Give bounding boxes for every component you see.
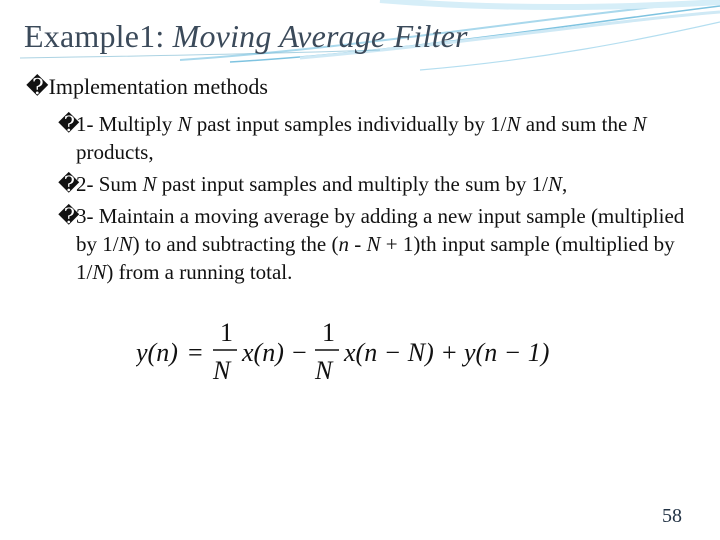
title-plain: Example1: [24,18,173,54]
eq-frac2-num: 1 [322,318,335,347]
eq-lhs: y(n) [136,338,178,367]
method-list [58,110,698,290]
main-bullet [26,74,268,100]
eq-term2: x(n − N) [344,338,434,367]
eq-term3: y(n − 1) [464,338,550,367]
item-text: 1- Multiply [76,112,178,136]
item-var: N [547,172,562,196]
eq-equals: = [188,338,203,367]
item-text: , [561,172,568,196]
eq-plus: + [442,338,457,367]
item-text: ) from a running total. [106,260,293,284]
item-var: n [338,232,349,256]
method-item-3 [58,202,698,286]
item-var: N [366,232,381,256]
item-text: + 1)th input sample (multiplied by 1/ [76,232,675,284]
title-italic: Moving Average Filter [172,18,468,54]
item-var: N [118,232,133,256]
item-var: N [142,172,157,196]
eq-frac2-den: N [315,356,333,385]
bullet-glyph-icon: � [58,204,80,228]
item-text: past input samples individually by 1/ [191,112,507,136]
item-var: N [92,260,107,284]
item-var: N [632,112,647,136]
bullet-glyph-icon: � [26,74,49,99]
item-text: - [348,232,367,256]
main-bullet-text: Implementation methods [48,74,268,99]
item-text: 3- Maintain a moving average by adding a new input sample (multiplied by 1/ [76,204,685,256]
eq-term1: x(n) [242,338,284,367]
item-var: N [177,112,192,136]
bullet-glyph-icon: � [58,172,80,196]
eq-minus: − [292,338,307,367]
item-text: products, [76,140,154,164]
method-item-2 [58,170,698,198]
item-text: and sum the [520,112,633,136]
bullet-glyph-icon: � [58,112,80,136]
item-var: N [506,112,521,136]
item-text: 2- Sum [76,172,143,196]
item-text: ) to and subtracting the ( [132,232,339,256]
method-item-1 [58,110,698,166]
eq-frac1-num: 1 [220,318,233,347]
slide-title [24,18,468,55]
item-text: past input samples and multiply the sum by 1/ [156,172,548,196]
page-number: 58 [662,505,682,527]
eq-frac1-den: N [213,356,231,385]
moving-average-equation [136,315,556,385]
